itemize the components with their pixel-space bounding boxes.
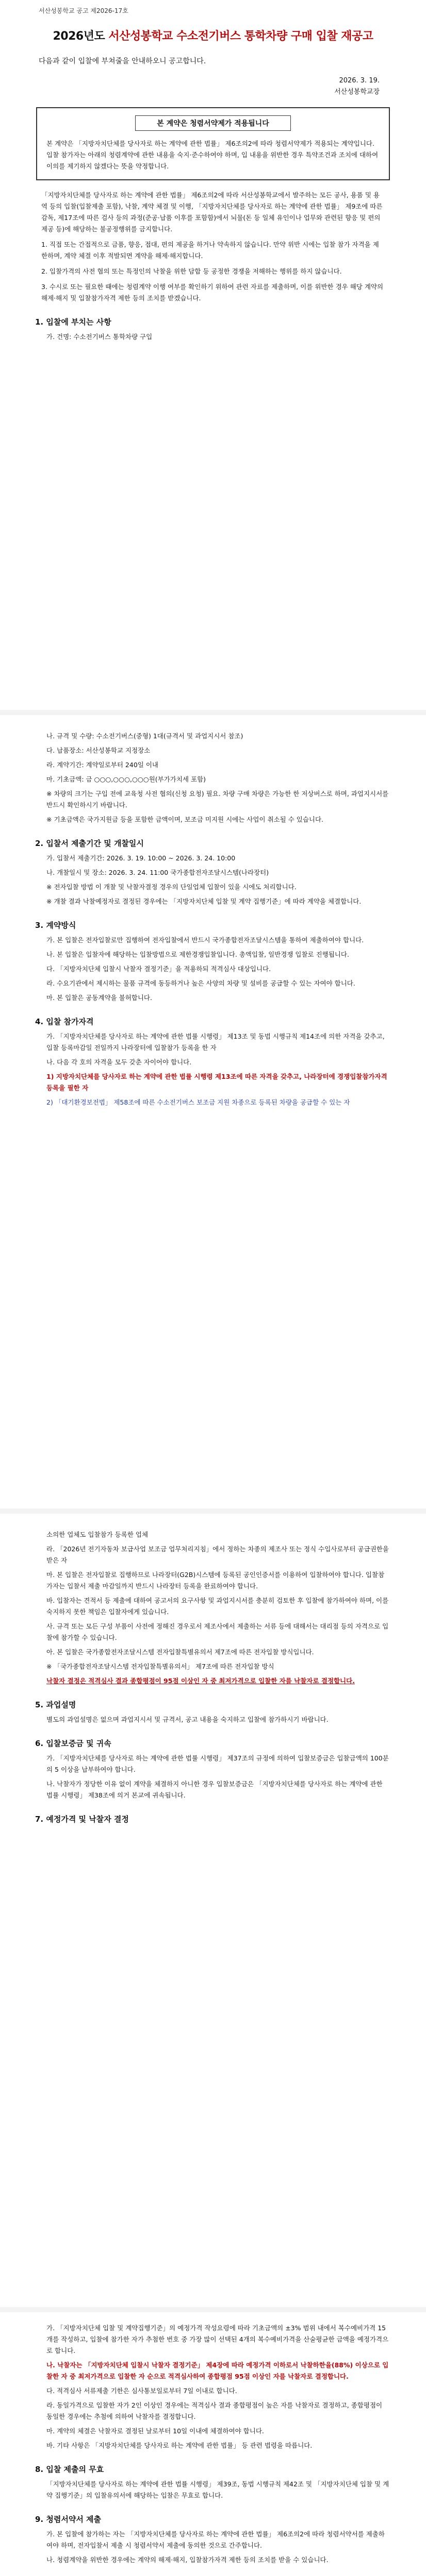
title-prefix: 2026년도 [53, 30, 109, 43]
section-line: 나. 규격 및 수량: 수소전기버스(중형) 1대(규격서 및 과업지시서 참조) [46, 732, 243, 740]
section-heading-5: 5. 과업설명 [35, 1700, 76, 1709]
integrity-notice-text: 본 계약은 「지방자치단체를 당사자로 하는 계약에 관한 법률」 제6조의2에 따라 청렴서약제가 적용되는 계약입니다. 입찰 참가자는 아래의 청렴계약에 관한 내용을 숙지·준수하여야 하며, 입 내용을 위반한 경우 특약조건과 조치에 대하여 이의를 제기하지 않겠다는 뜻을 약정합니다. [46, 140, 379, 170]
issue-date: 2026. 3. 19. [339, 77, 380, 84]
section-line: 나. 개찰일시 및 장소: 2026. 3. 24. 11:00 국가종합전자조달시스템(나라장터) [46, 869, 269, 876]
section-line: 라. 수요기관에서 제시하는 물품 규격에 동등하거나 높은 사양의 차량 및 설비를 공급할 수 있는 자여야 합니다. [46, 979, 355, 987]
section-line: 「지방자치단체를 당사자로 하는 계약에 관한 법률 시행령」 제39조, 동법 시행규칙 제42조 및 「지방자치단체 입찰 및 계약 집행기준」의 입찰유의서에 해당하는 입찰은 무효로 합니다. [46, 2480, 389, 2499]
section-line-emphasis: 2) 「대기환경보전법」 제58조에 따른 수소전기버스 보조금 지원 차종으로 등록된 차량을 공급할 수 있는 자 [46, 1098, 350, 1106]
section-line: 마. 본 입찰은 공동계약을 불허합니다. [46, 994, 152, 1002]
section-line-emphasis: 낙찰자 결정은 적격심사 결과 종합평점이 95점 이상인 자 중 최저가격으로 입찰한 자를 낙찰자로 결정합니다. [46, 1677, 355, 1685]
section-heading-3: 3. 계약방식 [35, 921, 76, 930]
section-line: 가. 「지방자치단체를 당사자로 하는 계약에 관한 법률 시행령」 제13조 및 동법 시행규칙 제14조에 의한 자격을 갖추고, 입찰 등록마감일 전일까지 나라장터에 입찰참가 등록을 한 자 [46, 1032, 385, 1052]
page-separator [0, 2307, 426, 2312]
section-body-9 [46, 2529, 390, 2566]
document-page-1 [10, 6, 416, 710]
section-body-4b [46, 1529, 390, 1687]
integrity-items [41, 190, 385, 304]
section-line-emphasis: 나. 낙찰자는 「지방자치단체 입찰시 낙찰자 결정기준」 제4장에 따라 예정가격 이하로서 낙찰하한율(88%) 이상으로 입찰한 자 중 최저가격으로 입찰한 자 순으로 적격심사하여 종합평점 95점 이상인 자를 낙찰자로 결정합니다. [46, 2361, 389, 2380]
section-line: 가. 본 입찰에 참가하는 자는 「지방자치단체를 당사자로 하는 계약에 관한 법률」 제6조의2에 따라 청렴서약서를 제출하여야 하며, 전자입찰서 제출 시 청렴서약서 제출에 동의한 것으로 간주합니다. [46, 2530, 385, 2549]
section-line: 바. 입찰자는 견적서 등 제출에 대하여 공고서의 요구사항 및 과업지시서를 충분히 검토한 후 입찰에 참가하여야 하며, 이를 숙지하지 못한 책임은 입찰자에게 있습니다. [46, 1597, 389, 1616]
integrity-item: 1. 직접 또는 간접적으로 금품, 향응, 접대, 편의 제공을 하거나 약속하지 않습니다. 만약 위반 시에는 입찰 참가 자격을 제한하며, 계약 체결 이후 적발되면 계약을 해제·해지합니다. [41, 241, 379, 260]
section-line: ※ 개찰 결과 낙찰예정자로 결정된 경우에는 「지방자치단체 입찰 및 계약 집행기준」에 따라 계약을 체결합니다. [46, 897, 362, 905]
section-line: 마. 기초금액: 금 ○○○,○○○,○○○원(부가가치세 포함) [46, 775, 206, 783]
section-line: ※ 전자입찰 방법 이 개찰 및 낙찰자결정 경우의 단일업체 입찰이 있을 시에도 처리합니다. [46, 883, 297, 891]
section-line: ※ 기초금액은 국가지원금 등을 포함한 금액이며, 보조금 미지원 시에는 사업이 취소될 수 있습니다. [46, 816, 324, 823]
section-line: 가. 건명: 수소전기버스 통학차량 구입 [46, 333, 153, 341]
section-line: 별도의 과업설명은 없으며 과업지시서 및 규격서, 공고 내용을 숙지하고 입찰에 참가하시기 바랍니다. [46, 1716, 329, 1723]
integrity-item: 3. 수시로 또는 필요한 때에는 청렴계약 이행 여부를 확인하기 위하여 관련 자료를 제출하며, 이를 위반한 경우 해당 계약의 해제·해지 및 입찰참가자격 제한 등의 조치를 받겠습니다. [41, 283, 384, 302]
section-line: 라. 「2026년 전기자동차 보급사업 보조금 업무처리지침」에서 정하는 차종의 제조사 또는 정식 수입사로부터 공급권한을 받은 자 [46, 1545, 389, 1564]
section-body-3 [46, 935, 390, 1004]
page-separator [0, 1509, 426, 1514]
integrity-item: 2. 입찰가격의 사전 협의 또는 특정인의 낙찰을 위한 담합 등 공정한 경쟁을 저해하는 행위를 하지 않습니다. [41, 267, 342, 275]
issuer-name: 서산성봉학교장 [334, 88, 380, 96]
section-body-2 [46, 853, 390, 907]
section-line: ※ 「국가종합전자조달시스템 전자입찰특별유의서」 제7조에 따른 전자입찰 방식 [46, 1663, 274, 1670]
section-heading-6: 6. 입찰보증금 및 귀속 [35, 1739, 111, 1748]
section-line: 다. 납품장소: 서산성봉학교 지정장소 [46, 747, 151, 754]
section-heading-1: 1. 입찰에 부치는 사항 [35, 317, 111, 327]
section-heading-7: 7. 예정가격 및 낙찰자 결정 [35, 1815, 129, 1824]
section-body-1b [46, 731, 390, 825]
integrity-notice-box [36, 107, 390, 180]
section-line: 가. 「지방자치단체 입찰 및 계약집행기준」의 예정가격 작성요령에 따라 기초금액의 ±3% 범위 내에서 복수예비가격 15개를 작성하고, 입찰에 참가한 자가 추첨한 번호 중 가장 많이 선택된 4개의 복수예비가격을 산술평균한 금액을 예정가격으로 합니다. [46, 2324, 389, 2354]
section-body-6 [46, 1753, 390, 1801]
section-body-1a [46, 331, 390, 343]
page-title [10, 27, 416, 43]
issue-block [10, 75, 380, 98]
section-heading-2: 2. 입찰서 제출기간 및 개찰일시 [35, 839, 144, 848]
section-line: 가. 「지방자치단체를 당사자로 하는 계약에 관한 법률 시행령」 제37조의 규정에 의하여 입찰보증금은 입찰금액의 100분의 5 이상을 납부하여야 합니다. [46, 1754, 389, 1773]
section-line: 마. 본 입찰은 전자입찰로 집행하므로 나라장터(G2B)시스템에 등록된 공인인증서를 이용하여 입찰하여야 합니다. 입찰참가자는 입찰서 제출 마감일까지 반드시 나라장터 등록을 완료하여야 합니다. [46, 1571, 385, 1590]
title-highlight: 서산성봉학교 수소전기버스 통학차량 구매 입찰 재공고 [108, 30, 373, 43]
page-separator [0, 710, 426, 715]
integrity-notice-heading: 본 계약은 청렴서약제가 적용됩니다 [135, 115, 291, 131]
section-line: 마. 계약의 체결은 낙찰자로 결정된 날로부터 10일 이내에 체결하여야 합니다. [46, 2427, 264, 2435]
section-line: 소의한 업체도 입찰참가 등록한 업체 [46, 1531, 149, 1538]
section-line: ※ 차량의 크기는 구입 전에 교육청 사전 협의(신청 요청) 필요. 차량 구매 차량은 가능한 한 저상버스로 하며, 과업지시서를 반드시 확인하시기 바랍니다. [46, 790, 389, 809]
section-line: 라. 계약기간: 계약일로부터 240일 이내 [46, 761, 158, 769]
section-line: 아. 본 입찰은 국가종합전자조달시스템 전자입찰특별유의서 제7조에 따른 전자입찰 방식입니다. [46, 1648, 314, 1656]
section-line: 나. 낙찰자가 정당한 이유 없이 계약을 체결하지 아니한 경우 입찰보증금은 「지방자치단체를 당사자로 하는 계약에 관한 법률 시행령」 제38조에 의거 본교에 귀속됩니다. [46, 1780, 383, 1799]
document-page-3 [10, 1514, 416, 2307]
section-body-4 [46, 1031, 390, 1108]
document-page-2 [10, 715, 416, 1509]
section-heading-9: 9. 청렴서약서 제출 [35, 2515, 102, 2524]
section-line: 다. 「지방자치단체 입찰시 낙찰자 결정기준」을 적용하되 적격심사 대상입니다. [46, 965, 271, 973]
section-line: 가. 입찰서 제출기간: 2026. 3. 19. 10:00 ~ 2026. 3. 24. 10:00 [46, 854, 236, 862]
section-body-5 [46, 1714, 390, 1725]
section-line: 나. 청렴계약을 위반한 경우에는 계약의 해제·해지, 입찰참가자격 제한 등의 조치를 받을 수 있습니다. [46, 2556, 329, 2564]
section-line: 다. 적격심사 서류제출 기한은 심사통보일로부터 7일 이내로 합니다. [46, 2387, 237, 2395]
section-line: 가. 본 입찰은 전자입찰로만 집행하여 전자입찰에서 반드시 국가종합전자조달시스템을 통하여 제출하여야 합니다. [46, 936, 364, 944]
document-number: 서산성봉학교 공고 제2026-17호 [39, 7, 128, 14]
intro-text: 다음과 같이 입찰에 부쳐줄을 안내하오니 공고합니다. [39, 57, 206, 65]
section-line-emphasis: 1) 지방자치단체를 당사자로 하는 계약에 관한 법률 시행령 제13조에 따른 자격을 갖추고, 나라장터에 경쟁입찰참가자격 등록을 필한 자 [46, 1073, 387, 1092]
section-body-7 [46, 2323, 390, 2451]
section-line: 나. 본 입찰은 입찰자에 해당하는 입찰방법으로 제한경쟁입찰입니다. 총액입찰, 일반경쟁 입찰로 진행됩니다. [46, 951, 349, 958]
integrity-item: 「지방자치단체를 당사자로 하는 계약에 관한 법률」 제6조의2에 따라 서산성봉학교에서 발주하는 모든 공사, 용품 및 용역 등의 입찰(입찰제출 포함), 낙찰, 계약 체결 및 이행, 「지방자치단체를 당사자로 하는 계약에 관한 법률」 제9조에 따른 감독, 제17조에 따른 검사 등의 과정(준공·납품 이후를 포함함)에서 뇌물(돈 등 일체 유인이나 업무와 관련된 향응 및 편의 제공 등)에 해당하는 불공정행위를 금지합니다. [41, 191, 383, 233]
section-line: 나. 다음 각 호의 자격을 모두 갖춘 자이어야 합니다. [46, 1058, 192, 1066]
section-line: 사. 규격 또는 모든 구성 부품이 사전에 정해진 경우로서 제조사에서 제출하는 서류 등에 대해서는 대리점 등의 자격으로 입찰에 참가할 수 있습니다. [46, 1622, 389, 1641]
section-heading-4: 4. 입찰 참가자격 [35, 1017, 94, 1026]
section-line: 라. 동일가격으로 입찰한 자가 2인 이상인 경우에는 적격심사 결과 종합평점이 높은 자를 낙찰자로 결정하고, 종합평점이 동일한 경우에는 추첨에 의하여 낙찰자를 결정합니다. [46, 2401, 383, 2420]
document-page-4 [10, 2312, 416, 2576]
section-line: 바. 기타 사항은 「지방자치단체를 당사자로 하는 계약에 관한 법률」 등 관련 법령을 따릅니다. [46, 2442, 313, 2449]
section-body-8 [46, 2479, 390, 2501]
section-heading-8: 8. 입찰 제출의 무효 [35, 2465, 104, 2474]
